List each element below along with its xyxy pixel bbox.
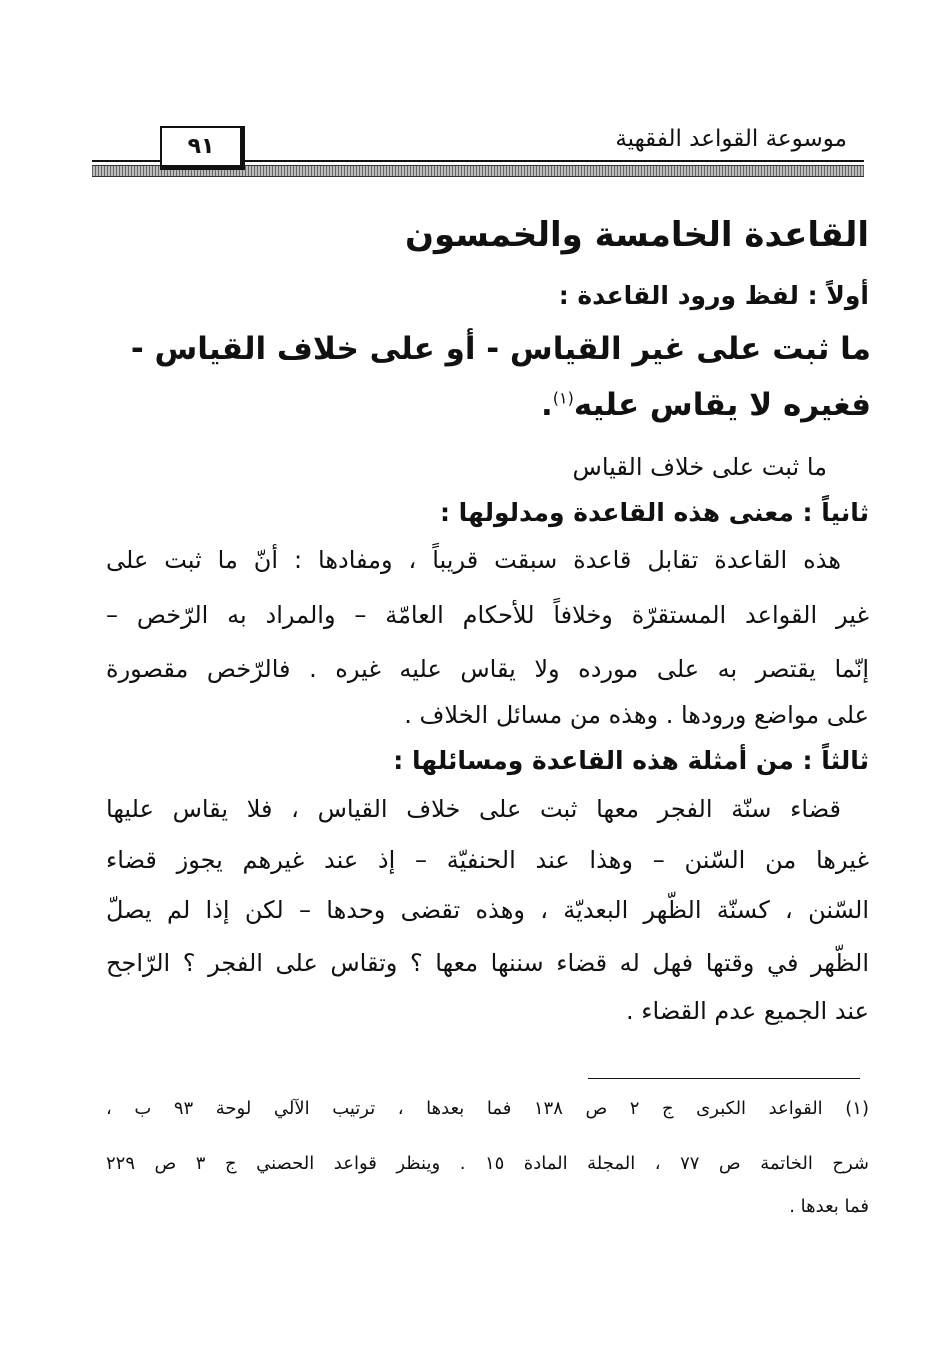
footnote-line-3: فما بعدها .: [789, 1196, 869, 1217]
footnote-separator: [588, 1078, 860, 1079]
rule-heading: القاعدة الخامسة والخمسون: [404, 215, 869, 255]
footnote-line-1: [106, 1100, 869, 1118]
section-3-line-1: قضاء سنّة الفجر معها ثبت على خلاف القياس ، فلا يقاس عليها: [106, 795, 841, 823]
footnote-marker: (١): [845, 1098, 869, 1119]
section-1-title: أولاً : لفظ ورود القاعدة :: [558, 281, 869, 310]
rule-text-line-2: [540, 387, 871, 423]
page-number-box: [160, 126, 245, 170]
rule-text-line-2-end: .: [540, 387, 553, 423]
section-2-line-1: هذه القاعدة تقابل قاعدة سبقت قريباً ، ومفادها : أنّ ما ثبت على: [106, 546, 841, 574]
rule-text-line-1: ما ثبت على غير القياس - أو على خلاف القياس -: [130, 331, 871, 367]
rule-text-line-2-main: فغيره لا يقاس عليه: [573, 387, 871, 423]
section-2-line-3: إنّما يقتصر به على مورده ولا يقاس عليه غيره . فالرّخص مقصورة: [106, 655, 869, 683]
section-3-line-3: السّنن ، كسنّة الظّهر البعديّة ، وهذه تقضى وحدها – لكن إذا لم يصلّ: [106, 896, 869, 924]
page-number: ٩١: [187, 134, 215, 159]
section-3-line-5: عند الجميع عدم القضاء .: [626, 997, 869, 1025]
section-3-title: ثالثاً : من أمثلة هذه القاعدة ومسائلها :: [393, 746, 869, 775]
footnote-text-1: القواعد الكبرى ج ٢ ص ١٣٨ فما بعدها ، ترتيب الآلي لوحة ٩٣ ب ،: [106, 1098, 823, 1119]
section-3-line-4: الظّهر في وقتها فهل له قضاء سننها معها ؟ وتقاس على الفجر ؟ الرّاجح: [106, 949, 869, 977]
footnote-reference[interactable]: (١): [552, 388, 574, 408]
section-2-line-2: غير القواعد المستقرّة وخلافاً للأحكام العامّة – والمراد به الرّخص –: [106, 601, 869, 629]
section-2-line-4: على مواضع ورودها . وهذه من مسائل الخلاف .: [404, 701, 869, 729]
alt-phrasing: ما ثبت على خلاف القياس: [572, 453, 827, 481]
section-2-title: ثانياً : معنى هذه القاعدة ومدلولها :: [439, 498, 869, 527]
footnote-line-2: شرح الخاتمة ص ٧٧ ، المجلة المادة ١٥ . وينظر قواعد الحصني ج ٣ ص ٢٢٩: [106, 1153, 869, 1174]
section-3-line-2: غيرها من السّنن – وهذا عند الحنفيّة – إذ عند غيرهم يجوز قضاء: [106, 846, 869, 874]
running-title: موسوعة القواعد الفقهية: [615, 126, 847, 152]
